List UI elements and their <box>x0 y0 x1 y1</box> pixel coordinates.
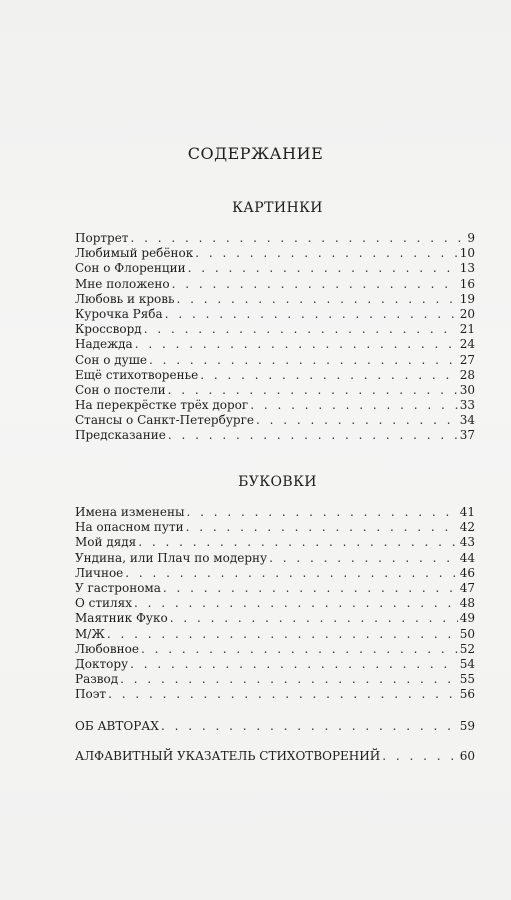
toc-entry[interactable] <box>75 261 475 276</box>
entry-title: Развод <box>75 672 119 687</box>
entry-page: 9 <box>467 231 475 245</box>
entry-page: 10 <box>459 246 475 261</box>
entry-page: 34 <box>459 413 475 428</box>
entry-title: Предсказание <box>75 428 166 443</box>
toc-list-index <box>75 749 475 764</box>
section-title-kartinki: КАРТИНКИ <box>232 200 323 216</box>
entry-title: Ещё стихотворенье <box>75 367 199 382</box>
dot-leader <box>200 368 458 383</box>
dot-leader <box>135 337 458 352</box>
toc-entry[interactable] <box>75 353 475 368</box>
toc-entry[interactable] <box>75 277 475 292</box>
dot-leader <box>195 246 458 261</box>
toc-entry[interactable] <box>75 627 475 642</box>
entry-title: М/Ж <box>75 626 105 641</box>
dot-leader <box>120 672 458 687</box>
entry-page: 56 <box>459 687 475 702</box>
toc-entry[interactable] <box>75 368 475 383</box>
dot-leader <box>130 657 458 672</box>
entry-title: Личное <box>75 565 124 580</box>
entry-title: На опасном пути <box>75 520 184 535</box>
entry-title: ОБ АВТОРАХ <box>75 719 159 733</box>
dot-leader <box>165 307 458 322</box>
dot-leader <box>134 596 458 611</box>
toc-entry[interactable] <box>75 687 475 702</box>
entry-title: Любовное <box>75 641 139 656</box>
entry-title: Курочка Ряба <box>75 306 163 321</box>
entry-title: Надежда <box>75 337 133 352</box>
dot-leader <box>141 642 458 657</box>
entry-page: 24 <box>459 337 475 352</box>
entry-page: 13 <box>459 261 475 276</box>
entry-page: 27 <box>459 352 475 367</box>
toc-entry[interactable] <box>75 520 475 535</box>
entry-page: 19 <box>459 291 475 306</box>
entry-page: 41 <box>459 505 475 519</box>
entry-title: На перекрёстке трёх дорог <box>75 398 249 413</box>
entry-title: Сон о душе <box>75 352 147 367</box>
dot-leader <box>250 398 458 413</box>
entry-title: Любовь и кровь <box>75 291 175 306</box>
dot-leader <box>130 231 465 246</box>
entry-page: 28 <box>459 367 475 382</box>
dot-leader <box>107 627 458 642</box>
entry-page: 44 <box>459 550 475 565</box>
toc-entry[interactable] <box>75 505 475 520</box>
toc-list-kartinki <box>75 231 475 444</box>
toc-entry[interactable] <box>75 535 475 550</box>
entry-title: Поэт <box>75 687 107 702</box>
dot-leader <box>149 353 458 368</box>
entry-page: 16 <box>459 276 475 291</box>
dot-leader <box>186 520 458 535</box>
entry-title: Сон о постели <box>75 382 166 397</box>
toc-entry[interactable] <box>75 566 475 581</box>
entry-page: 21 <box>459 322 475 337</box>
entry-page: 50 <box>459 626 475 641</box>
toc-entry[interactable] <box>75 551 475 566</box>
section-title-bukovki: БУКОВКИ <box>238 474 317 490</box>
entry-title: Мой дядя <box>75 535 137 550</box>
entry-page: 54 <box>459 656 475 671</box>
entry-page: 33 <box>459 398 475 413</box>
dot-leader <box>138 535 457 550</box>
dot-leader <box>163 581 458 596</box>
entry-page: 59 <box>459 719 475 733</box>
toc-entry[interactable] <box>75 413 475 428</box>
entry-page: 47 <box>459 580 475 595</box>
dot-leader <box>382 749 458 764</box>
dot-leader <box>177 292 458 307</box>
toc-entry[interactable] <box>75 337 475 352</box>
entry-title: Сон о Флоренции <box>75 261 186 276</box>
dot-leader <box>161 719 458 734</box>
dot-leader <box>256 413 458 428</box>
entry-page: 30 <box>459 382 475 397</box>
toc-entry[interactable] <box>75 657 475 672</box>
toc-entry[interactable] <box>75 428 475 443</box>
entry-title: Любимый ребёнок <box>75 246 194 261</box>
dot-leader <box>108 687 458 702</box>
toc-entry[interactable] <box>75 611 475 626</box>
toc-entry[interactable] <box>75 581 475 596</box>
entry-title: Стансы о Санкт-Петербурге <box>75 413 254 428</box>
toc-entry-about-authors[interactable] <box>75 719 475 734</box>
entry-title: Маятник Фуко <box>75 611 168 626</box>
toc-entry[interactable] <box>75 292 475 307</box>
entry-title: АЛФАВИТНЫЙ УКАЗАТЕЛЬ СТИХОТВОРЕНИЙ <box>75 749 381 763</box>
entry-title: Кроссворд <box>75 322 142 337</box>
dot-leader <box>144 322 458 337</box>
toc-entry[interactable] <box>75 398 475 413</box>
toc-entry[interactable] <box>75 246 475 261</box>
dot-leader <box>269 551 458 566</box>
toc-entry[interactable] <box>75 383 475 398</box>
dot-leader <box>168 428 458 443</box>
entry-title: Портрет <box>75 231 129 245</box>
entry-page: 55 <box>459 672 475 687</box>
toc-list-extra <box>75 719 475 734</box>
entry-page: 37 <box>459 428 475 443</box>
toc-entry[interactable] <box>75 642 475 657</box>
entry-title: У гастронома <box>75 580 161 595</box>
dot-leader <box>168 383 458 398</box>
entry-page: 42 <box>459 520 475 535</box>
toc-entry[interactable] <box>75 322 475 337</box>
toc-list-bukovki <box>75 505 475 702</box>
entry-title: Доктору <box>75 656 129 671</box>
toc-entry[interactable] <box>75 231 475 246</box>
toc-entry[interactable] <box>75 307 475 322</box>
toc-entry-alphabetical-index[interactable] <box>75 749 475 764</box>
entry-title: О стилях <box>75 596 132 611</box>
entry-page: 20 <box>459 306 475 321</box>
entry-title: Имена изменены <box>75 505 185 519</box>
dot-leader <box>125 566 457 581</box>
dot-leader <box>172 277 458 292</box>
entry-title: Мне положено <box>75 276 170 291</box>
entry-page: 60 <box>459 749 475 763</box>
entry-page: 49 <box>459 611 475 626</box>
entry-page: 46 <box>459 565 475 580</box>
entry-page: 52 <box>459 641 475 656</box>
entry-page: 48 <box>459 596 475 611</box>
entry-title: Ундина, или Плач по модерну <box>75 550 268 565</box>
entry-page: 43 <box>459 535 475 550</box>
toc-entry[interactable] <box>75 672 475 687</box>
dot-leader <box>187 505 458 520</box>
dot-leader <box>188 261 458 276</box>
dot-leader <box>170 611 458 626</box>
page-title: СОДЕРЖАНИЕ <box>187 144 324 163</box>
toc-entry[interactable] <box>75 596 475 611</box>
